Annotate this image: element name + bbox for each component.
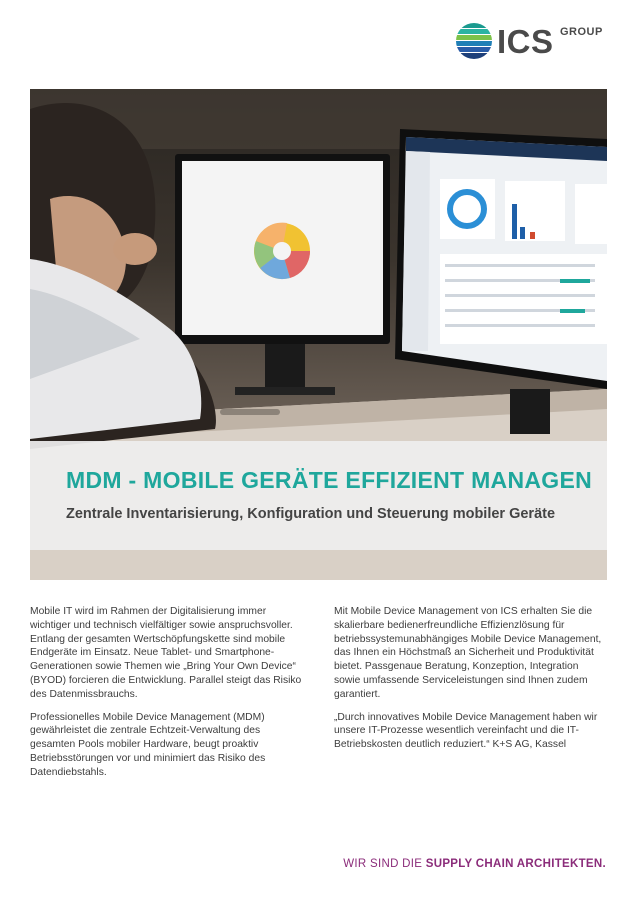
paragraph: Mobile IT wird im Rahmen der Digitalisierung immer wichtiger und technisch vielfältiger sowie anspruchsvoller. Entlang der gesamten Wertschöpfungskette sind mobile Endgeräte im Einsatz. Neue Tablet- und Smartphone-Generationen sowie Themen wie „Bring Your Own Device“ (BYOD) forcieren die Entwicklung. Parallel steigt das Risiko des Datenmissbrauchs. xyxy=(30,606,302,700)
logo-suffix: GROUP xyxy=(560,26,603,38)
title-banner xyxy=(30,441,607,550)
body-column-right xyxy=(334,605,606,761)
logo-wordmark: ICS xyxy=(497,23,554,60)
slogan-highlight: SUPPLY CHAIN ARCHITEKTEN. xyxy=(425,858,606,870)
ics-group-logo xyxy=(455,22,615,64)
body-column-left xyxy=(30,605,302,789)
page-title: MDM - MOBILE GERÄTE EFFIZIENT MANAGEN xyxy=(66,467,593,493)
globe-logo-icon xyxy=(455,22,493,60)
slogan-prefix: WIR SIND DIE xyxy=(343,858,426,870)
footer-slogan xyxy=(343,858,606,870)
page-subtitle: Zentrale Inventarisierung, Konfiguration und Steuerung mobiler Geräte xyxy=(66,506,556,522)
paragraph: Professionelles Mobile Device Management (MDM) gewährleistet die zentrale Echtzeit-Verwaltung des gesamten Pools mobiler Hardware, beugt proaktiv Betriebsstörungen vor und minimiert das Risiko des Datendiebstahls. xyxy=(30,711,266,778)
customer-quote: „Durch innovatives Mobile Device Management haben wir unsere IT-Prozesse wesentlich vereinfacht und die IT-Betriebskosten deutlich reduziert.“ K+S AG, Kassel xyxy=(334,711,598,751)
paragraph: Mit Mobile Device Management von ICS erhalten Sie die skalierbare bedienerfreundliche Effizienzlösung für betriebssystemunabhängiges Mobile Device Management, das Ihnen ein Höchstmaß an Sicherheit und Produktivität bietet. Passgenaue Beratung, Konzeption, Integration sowie umfassende Serviceleistungen sind Ihnen zudem garantiert. xyxy=(334,606,602,700)
